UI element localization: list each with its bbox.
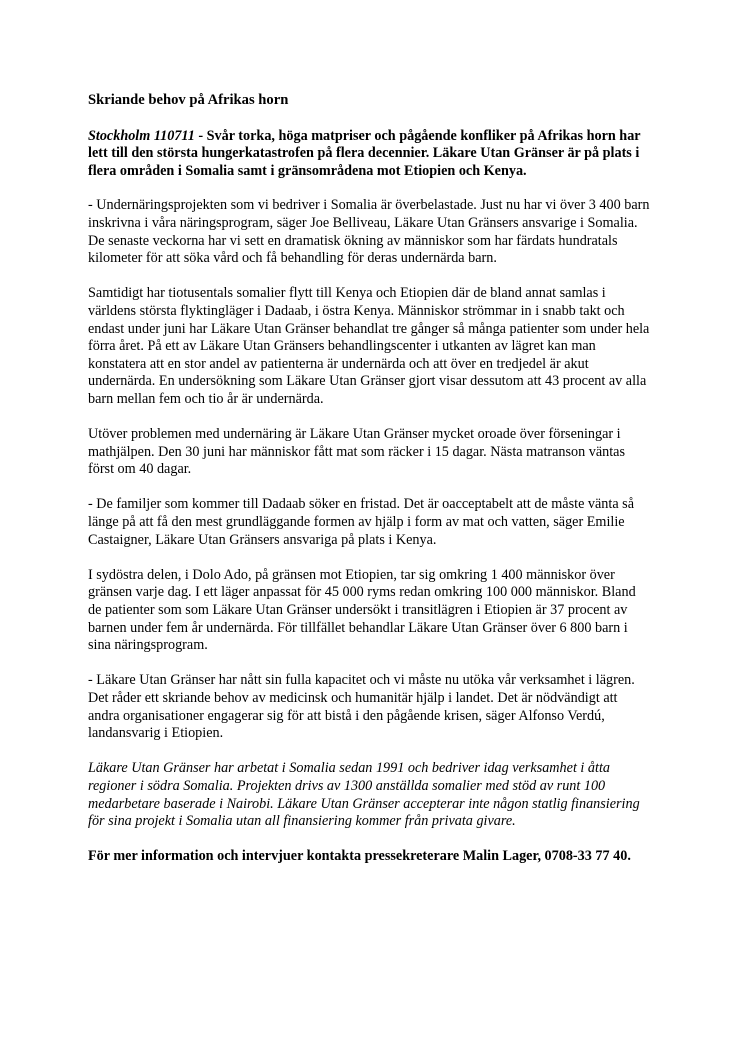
body-paragraph-5: I sydöstra delen, i Dolo Ado, på gränsen mot Etiopien, tar sig omkring 1 400 människor över gränsen varje dag. I ett läger anpassat för 45 000 ryms redan omkring 100 000 människor. Bland de patienter som som Läkare Utan Gränser undersökt i transitlägren i Etiopien är 37 procent av barnen under fem år undernärda. För tillfället behandlar Läkare Utan Gränser över 6 800 barn i sina näringsprogram. bbox=[88, 566, 636, 654]
body-paragraph-2: Samtidigt har tiotusentals somalier flytt till Kenya och Etiopien där de bland annat samlas i världens största flyktingläger i Dadaab, i östra Kenya. Människor strömmar in i snabb takt och endast under juni har Läkare Utan Gränser behandlat tre gånger så många patienter som under hela förra året. På ett av Läkare Utan Gränsers behandlingscenter i utkanten av lägret kan man konstatera att en stor andel av patienterna är undernärda och att över en tredjedel är akut undernärda. En undersökning som Läkare Utan Gränser gjort visar dessutom att 43 procent av alla barn mellan fem och tio år är undernärda. bbox=[88, 285, 650, 407]
body-paragraph-6: - Läkare Utan Gränser har nått sin fulla kapacitet och vi måste nu utöka vår verksamhet i lägren. Det råder ett skriande behov av medicinsk och humanitär hjälp i landet. Det är nödvändigt att andra organisationer engagerar sig för att bistå i den pågående krisen, säger Alfonso Verdú, landansvarig i Etiopien. bbox=[88, 672, 635, 742]
body-paragraph-1: - Undernäringsprojekten som vi bedriver i Somalia är överbelastade. Just nu har vi över 3 400 barn inskrivna i våra näringsprogram, säger Joe Belliveau, Läkare Utan Gränsers ansvarige i Somalia. De senaste veckorna har vi sett en dramatisk ökning av människor som har färdats hundratals kilometer för att söka vård och få behandling för deras undernärda barn. bbox=[88, 197, 650, 267]
lead-text: - Svår torka, höga matpriser och pågående konfliker på Afrikas horn har lett till den största hungerkatastrofen på flera decennier. Läkare Utan Gränser är på plats i flera områden i Somalia samt i gränsområdena mot Etiopien och Kenya. bbox=[88, 127, 641, 179]
lead-paragraph bbox=[88, 128, 650, 181]
press-release bbox=[88, 92, 650, 884]
body-paragraph-4: - De familjer som kommer till Dadaab söker en fristad. Det är oacceptabelt att de måste vänta så länge på att få den mest grundläggande formen av hjälp i form av mat och vatten, säger Emilie Castaigner, Läkare Utan Gränsers ansvariga på plats i Kenya. bbox=[88, 496, 635, 548]
document-title: Skriande behov på Afrikas horn bbox=[88, 92, 289, 108]
contact-information: För mer information och intervjuer kontakta pressekreterare Malin Lager, 0708-33 77 40. bbox=[88, 848, 631, 865]
body-paragraph-3: Utöver problemen med undernäring är Läkare Utan Gränser mycket oroade över förseningar i mathjälpen. Den 30 juni har människor fått mat som räcker i 15 dagar. Nästa matranson väntas först om 40 dagar. bbox=[88, 426, 625, 478]
about-organization: Läkare Utan Gränser har arbetat i Somalia sedan 1991 och bedriver idag verksamhet i åtta regioner i södra Somalia. Projekten drivs av 1300 anställda somalier med stöd av runt 100 medarbetare baserade i Nairobi. Läkare Utan Gränser accepterar inte någon statlig finansiering för sina projekt i Somalia utan all finansiering kommer från privata givare. bbox=[88, 760, 640, 830]
dateline: Stockholm 110711 bbox=[88, 127, 195, 144]
